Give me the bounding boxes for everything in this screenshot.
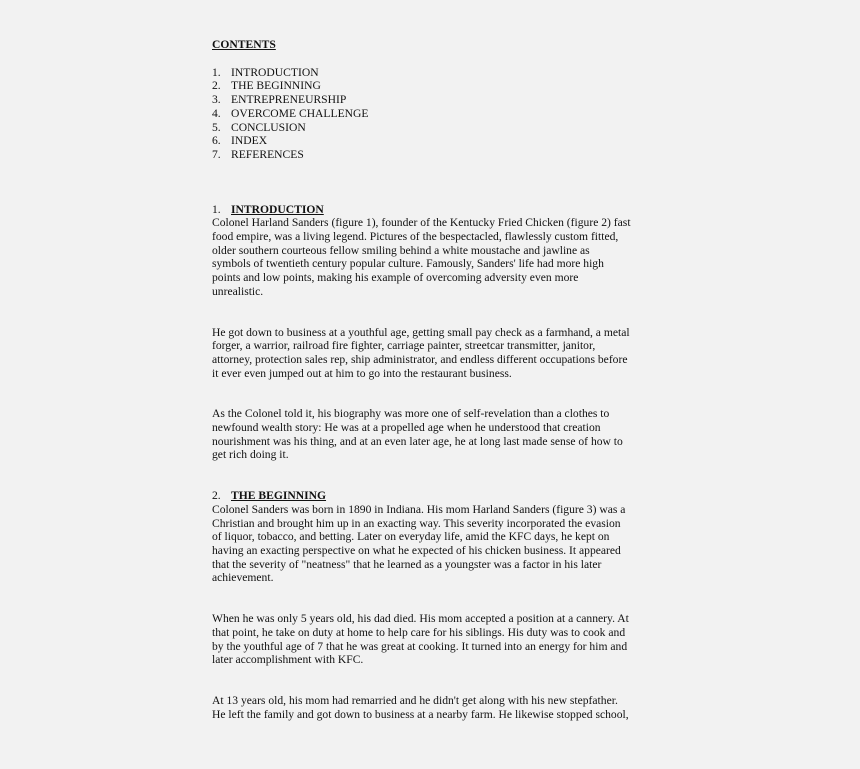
paragraph: At 13 years old, his mom had remarried and he didn't get along with his new stepfather. He left the family and got down to business at a nearby farm. He likewise stopped school,: [212, 693, 629, 721]
toc-item: 6. INDEX: [212, 134, 268, 148]
document-body: [212, 38, 652, 721]
section-heading-introduction: 1. INTRODUCTION: [212, 202, 324, 216]
toc-item: 4. OVERCOME CHALLENGE: [212, 106, 369, 120]
paragraph: When he was only 5 years old, his dad died. His mom accepted a position at a cannery. At that point, he take on duty at home to help care for his siblings. His duty was to cook and by the youthful age of 7 that he was great at cooking. It turned into an energy for him and later accomplishment with KFC.: [212, 612, 629, 667]
paragraph: Colonel Harland Sanders (figure 1), founder of the Kentucky Fried Chicken (figure 2) fast food empire, was a living legend. Pictures of the bespectacled, flawlessly custom fitted, older southern courteous fellow smiling behind a white moustache and jawline as symbols of twentieth century popular culture. Famously, Sanders' life had more high points and low points, making his example of overcoming adversity even more unrealistic.: [212, 216, 631, 298]
toc-item: 1. INTRODUCTION: [212, 65, 319, 79]
contents-heading: CONTENTS: [212, 38, 276, 51]
toc-item: 5. CONCLUSION: [212, 120, 306, 134]
paragraph: As the Colonel told it, his biography was more one of self-revelation than a clothes to newfound wealth story: He was at a propelled age when he understood that creation nourishment was his thing, and at an even later age, he at long last made sense of how to get rich doing it.: [212, 407, 623, 462]
toc-item: 2. THE BEGINNING: [212, 79, 321, 93]
table-of-contents: [212, 66, 652, 162]
toc-item: 7. REFERENCES: [212, 147, 304, 161]
toc-item: 3. ENTREPRENEURSHIP: [212, 93, 347, 107]
paragraph: Colonel Sanders was born in 1890 in Indiana. His mom Harland Sanders (figure 3) was a Christian and brought him up in an exacting way. This severity incorporated the evasion of liquor, tobacco, and betting. Later on everyday life, amid the KFC days, he kept on having an exacting perspective on what he expected of his chicken business. It appeared that the severity of "neatness" that he learned as a youngster was a factor in his later achievement.: [212, 502, 626, 585]
paragraph: He got down to business at a youthful age, getting small pay check as a farmhand, a metal forger, a warrior, railroad fire fighter, carriage painter, streetcar transmitter, janitor, attorney, protection sales rep, ship administrator, and endless different occupations before it ever even jumped out at him to go into the restaurant business.: [212, 325, 630, 380]
section-heading-the-beginning: 2. THE BEGINNING: [212, 489, 327, 503]
